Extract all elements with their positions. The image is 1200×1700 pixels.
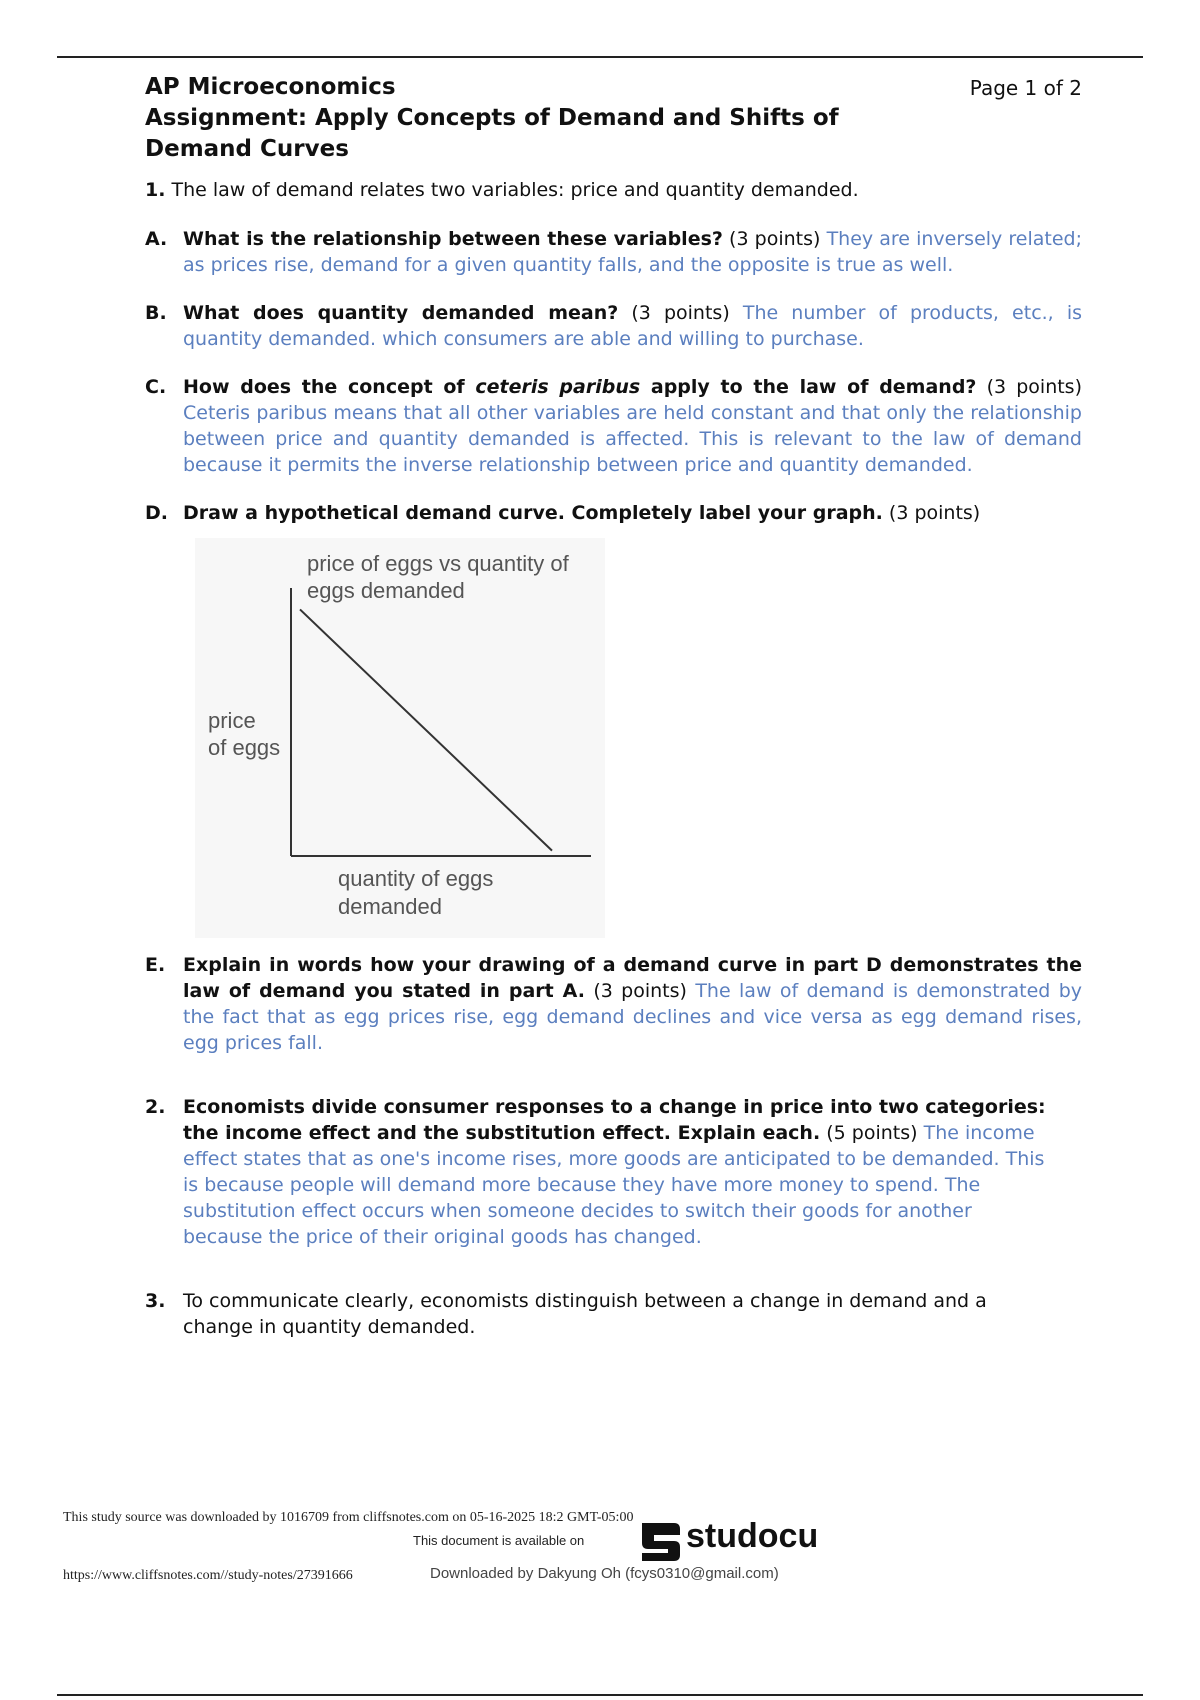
document-page — [145, 72, 1082, 1340]
demand-curve-line — [300, 609, 552, 850]
studocu-logo-text: studocu — [686, 1517, 819, 1555]
downloaded-by: Downloaded by Dakyung Oh (fcys0310@gmail.com) — [430, 1565, 779, 1582]
chart-title-line-2: eggs demanded — [307, 578, 465, 603]
footer — [0, 1510, 1200, 1590]
question-3-label: 3. — [145, 1290, 166, 1312]
part-a — [145, 226, 1082, 278]
part-c-question-post: apply to the law of demand? — [640, 376, 977, 398]
x-axis-label-line-2: demanded — [338, 894, 442, 919]
part-a-question: What is the relationship between these variables? — [183, 228, 723, 250]
part-b-label: B. — [145, 302, 167, 324]
part-a-label: A. — [145, 228, 168, 250]
part-c-question-italic: ceteris paribus — [475, 376, 641, 398]
question-2-question: Economists divide consumer responses to a change in price into two categories: the income effect and the substitution effect. Explain each. — [183, 1096, 1046, 1144]
source-notice: This study source was downloaded by 1016709 from cliffsnotes.com on 05-16-2025 18:2 GMT-05:00 — [63, 1510, 634, 1525]
bottom-rule — [57, 1694, 1143, 1696]
question-3-text: To communicate clearly, economists distinguish between a change in demand and a change in quantity demanded. — [183, 1290, 987, 1338]
page-number: Page 1 of 2 — [969, 76, 1082, 100]
question-3 — [145, 1288, 1053, 1340]
part-d-label: D. — [145, 502, 168, 524]
part-b-answer: The number of products, etc., is quantity demanded. which consumers are able and willing to purchase. — [183, 302, 1082, 350]
part-e-answer: The law of demand is demonstrated by the fact that as egg prices rise, egg demand declines and vice versa as egg demand rises, egg prices fall. — [183, 980, 1083, 1054]
available-on-text: This document is available on — [413, 1533, 585, 1548]
demand-curve-graph — [195, 538, 605, 938]
question-1-text: The law of demand relates two variables: price and quantity demanded. — [171, 179, 859, 201]
part-d-points: (3 points) — [888, 502, 981, 524]
course-title: AP Microeconomics — [145, 74, 396, 100]
header — [145, 72, 1082, 165]
chart-title-line-1: price of eggs vs quantity of — [307, 551, 569, 576]
question-1 — [145, 177, 1082, 204]
part-c-question-pre: How does the concept of — [183, 376, 476, 398]
part-d-question: Draw a hypothetical demand curve. Completely label your graph. — [183, 502, 883, 524]
part-d — [145, 500, 1082, 526]
part-c-question — [183, 376, 976, 398]
question-2 — [145, 1094, 1053, 1250]
y-axis-label-line-2: of eggs — [208, 735, 281, 760]
question-2-label: 2. — [145, 1096, 166, 1118]
studocu-logo[interactable] — [634, 1515, 834, 1565]
assignment-title: Assignment: Apply Concepts of Demand and Shifts of Demand Curves — [145, 105, 839, 162]
part-e-question: Explain in words how your drawing of a demand curve in part D demonstrates the law of demand you stated in part A. — [183, 954, 1082, 1002]
part-e-label: E. — [145, 954, 166, 976]
part-b-points: (3 points) — [631, 302, 730, 324]
part-c — [145, 374, 1082, 478]
part-a-points: (3 points) — [729, 228, 821, 250]
part-b — [145, 300, 1082, 352]
top-rule — [57, 56, 1143, 58]
x-axis-label-line-1: quantity of eggs — [338, 866, 494, 891]
part-a-answer: They are inversely related; as prices rise, demand for a given quantity falls, and the opposite is true as well. — [183, 228, 1082, 276]
demand-curve-svg — [195, 538, 605, 938]
part-e-points: (3 points) — [593, 980, 687, 1002]
source-url[interactable]: https://www.cliffsnotes.com//study-notes/27391666 — [63, 1568, 353, 1583]
y-axis-label-line-1: price — [208, 708, 256, 733]
studocu-logo-icon — [634, 1515, 684, 1565]
part-c-points: (3 points) — [986, 376, 1082, 398]
question-2-points: (5 points) — [826, 1122, 918, 1144]
question-2-answer: The income effect states that as one's income rises, more goods are anticipated to be demanded. This is because people will demand more because they have more money to spend. The substitution effect occurs when someone decides to switch their goods for another because the price of their original goods has changed. — [183, 1122, 1045, 1248]
part-c-label: C. — [145, 376, 167, 398]
part-e — [145, 952, 1082, 1056]
question-1-number: 1. — [145, 179, 166, 201]
part-c-answer: Ceteris paribus means that all other variables are held constant and that only the relationship between price and quantity demanded is affected. This is relevant to the law of demand because it permits the inverse relationship between price and quantity demanded. — [183, 402, 1082, 476]
part-b-question: What does quantity demanded mean? — [183, 302, 619, 324]
